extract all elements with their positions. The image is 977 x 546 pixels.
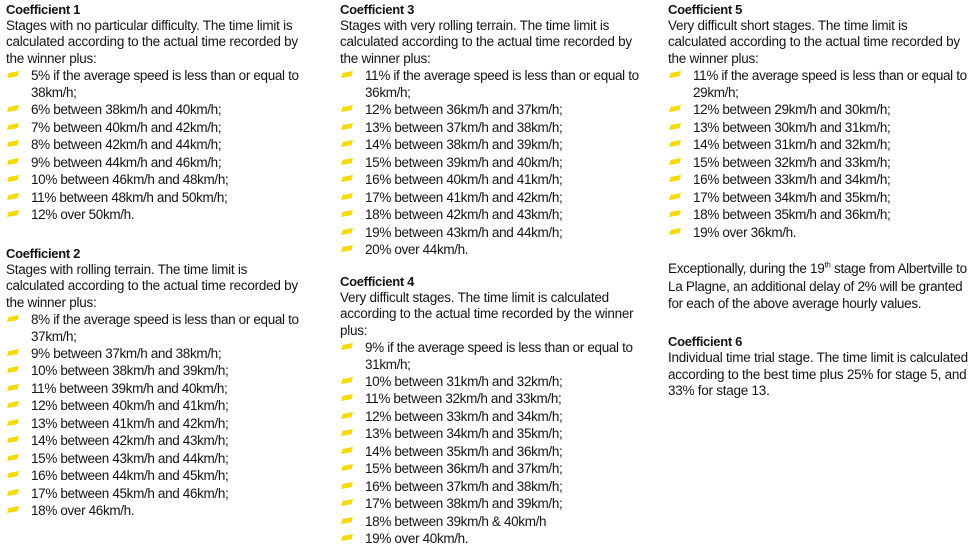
coefficient-5-intro: Very difficult short stages. The time limit is calculated according to the actual time recorded by the winner plus: (668, 18, 960, 66)
yellow-slanted-bullet-icon (341, 123, 353, 130)
list-item-text: 14% between 35km/h and 36km/h; (365, 443, 563, 459)
yellow-slanted-bullet-icon (7, 315, 19, 322)
coefficient-5-heading: Coefficient 5 (668, 2, 743, 17)
list-item (340, 206, 640, 224)
yellow-slanted-bullet-icon (669, 210, 681, 217)
coefficient-6-section (668, 334, 968, 399)
list-item (340, 408, 640, 426)
coefficient-2-heading: Coefficient 2 (6, 245, 81, 261)
list-item-text: 19% between 43km/h and 44km/h; (365, 224, 563, 240)
yellow-slanted-bullet-icon (341, 193, 353, 200)
yellow-slanted-bullet-icon (7, 140, 19, 147)
coefficient-4-intro: Very difficult stages. The time limit is calculated according to the actual time recorded by the winner plus: (340, 289, 634, 338)
list-item (340, 136, 640, 154)
list-item-text: 11% between 48km/h and 50km/h; (31, 189, 228, 205)
list-item (340, 373, 640, 391)
list-item-text: 13% between 37km/h and 38km/h; (365, 119, 563, 135)
list-item (6, 415, 306, 433)
yellow-slanted-bullet-icon (7, 123, 19, 130)
coefficient-3-section (340, 2, 640, 259)
list-item-text: 6% between 38km/h and 40km/h; (31, 102, 222, 118)
yellow-slanted-bullet-icon (669, 158, 681, 165)
list-item-text: 9% if the average speed is less than or equal to 31km/h; (365, 339, 633, 372)
yellow-slanted-bullet-icon (7, 71, 19, 78)
list-item (340, 390, 640, 408)
list-item (340, 339, 640, 373)
list-item (6, 154, 306, 172)
list-item (6, 345, 306, 363)
list-item-text: 11% between 32km/h and 33km/h; (365, 391, 562, 407)
yellow-slanted-bullet-icon (7, 471, 19, 478)
list-item-text: 18% between 39km/h & 40km/h (365, 513, 547, 529)
yellow-slanted-bullet-icon (669, 71, 681, 78)
list-item (340, 478, 640, 496)
list-item (6, 397, 306, 415)
list-item-text: 12% between 36km/h and 37km/h; (365, 102, 563, 118)
column-left (6, 2, 306, 520)
list-item (340, 460, 640, 478)
column-right (668, 2, 968, 399)
list-item-text: 12% between 40km/h and 41km/h; (31, 398, 229, 414)
list-item (6, 485, 306, 503)
list-item-text: 13% between 34km/h and 35km/h; (365, 426, 563, 442)
column-middle (340, 2, 640, 546)
coefficient-5-section (668, 2, 968, 241)
list-item-text: 8% between 42km/h and 44km/h; (31, 137, 222, 153)
list-item-text: 11% between 39km/h and 40km/h; (31, 380, 228, 396)
yellow-slanted-bullet-icon (341, 175, 353, 182)
yellow-slanted-bullet-icon (341, 534, 353, 541)
yellow-slanted-bullet-icon (7, 193, 19, 200)
exception-note (668, 260, 968, 312)
list-item (6, 450, 306, 468)
yellow-slanted-bullet-icon (341, 140, 353, 147)
list-item-text: 10% between 31km/h and 32km/h; (365, 373, 563, 389)
yellow-slanted-bullet-icon (7, 384, 19, 391)
yellow-slanted-bullet-icon (7, 401, 19, 408)
list-item-text: 18% between 42km/h and 43km/h; (365, 207, 563, 223)
yellow-slanted-bullet-icon (669, 105, 681, 112)
list-item-text: 12% between 29km/h and 30km/h; (693, 102, 891, 118)
exception-note-superscript: th (824, 260, 831, 270)
yellow-slanted-bullet-icon (7, 436, 19, 443)
list-item-text: 11% if the average speed is less than or equal to 29km/h; (693, 68, 967, 101)
list-item-text: 15% between 36km/h and 37km/h; (365, 461, 563, 477)
list-item (340, 67, 640, 101)
list-item (6, 362, 306, 380)
yellow-slanted-bullet-icon (341, 447, 353, 454)
list-item-text: 18% over 46km/h. (31, 503, 135, 519)
exception-note-end: stage from Albertville to La Plagne, an additional delay of 2% will be granted for each of the above average hourly values. (668, 261, 967, 311)
list-item (668, 224, 968, 242)
coefficient-3-intro: Stages with very rolling terrain. The time limit is calculated according to the actual time recorded by the winner plus: (340, 18, 632, 66)
coefficient-4-list (340, 339, 640, 546)
list-item (6, 136, 306, 154)
list-item-text: 14% between 38km/h and 39km/h; (365, 137, 563, 153)
yellow-slanted-bullet-icon (341, 228, 353, 235)
yellow-slanted-bullet-icon (341, 245, 353, 252)
coefficient-2-section (6, 246, 306, 520)
yellow-slanted-bullet-icon (7, 454, 19, 461)
yellow-slanted-bullet-icon (341, 429, 353, 436)
list-item-text: 15% between 43km/h and 44km/h; (31, 450, 229, 466)
list-item (6, 467, 306, 485)
yellow-slanted-bullet-icon (7, 210, 19, 217)
coefficient-4-section (340, 274, 640, 546)
coefficient-3-list (340, 67, 640, 259)
list-item-text: 7% between 40km/h and 42km/h; (31, 119, 222, 135)
list-item-text: 16% between 44km/h and 45km/h; (31, 468, 229, 484)
yellow-slanted-bullet-icon (341, 158, 353, 165)
list-item (340, 189, 640, 207)
list-item-text: 12% between 33km/h and 34km/h; (365, 408, 563, 424)
yellow-slanted-bullet-icon (341, 105, 353, 112)
list-item (668, 119, 968, 137)
list-item-text: 19% over 40km/h. (365, 531, 469, 546)
yellow-slanted-bullet-icon (341, 517, 353, 524)
coefficient-1-heading: Coefficient 1 (6, 2, 81, 17)
list-item-text: 17% between 34km/h and 35km/h; (693, 189, 891, 205)
list-item-text: 17% between 41km/h and 42km/h; (365, 189, 563, 205)
list-item-text: 14% between 31km/h and 32km/h; (693, 137, 891, 153)
yellow-slanted-bullet-icon (7, 349, 19, 356)
coefficient-5-list (668, 67, 968, 241)
yellow-slanted-bullet-icon (341, 499, 353, 506)
yellow-slanted-bullet-icon (7, 366, 19, 373)
coefficient-1-section (6, 2, 306, 224)
list-item-text: 16% between 33km/h and 34km/h; (693, 172, 891, 188)
list-item (6, 101, 306, 119)
list-item-text: 17% between 38km/h and 39km/h; (365, 496, 563, 512)
list-item (668, 67, 968, 101)
yellow-slanted-bullet-icon (669, 175, 681, 182)
list-item (340, 530, 640, 546)
list-item (6, 311, 306, 345)
list-item-text: 17% between 45km/h and 46km/h; (31, 485, 229, 501)
list-item-text: 14% between 42km/h and 43km/h; (31, 433, 229, 449)
yellow-slanted-bullet-icon (669, 123, 681, 130)
yellow-slanted-bullet-icon (669, 140, 681, 147)
list-item-text: 16% between 40km/h and 41km/h; (365, 172, 563, 188)
coefficient-4-heading: Coefficient 4 (340, 273, 415, 289)
list-item-text: 11% if the average speed is less than or equal to 36km/h; (365, 68, 639, 101)
list-item-text: 5% if the average speed is less than or equal to 38km/h; (31, 68, 299, 101)
list-item-text: 16% between 37km/h and 38km/h; (365, 478, 563, 494)
list-item (6, 171, 306, 189)
list-item (668, 101, 968, 119)
list-item (668, 154, 968, 172)
coefficient-6-intro: Individual time trial stage. The time limit is calculated according to the best time plus 25% for stage 5, and 33% for stage 13. (668, 350, 968, 398)
list-item (668, 136, 968, 154)
list-item-text: 15% between 32km/h and 33km/h; (693, 154, 891, 170)
yellow-slanted-bullet-icon (341, 482, 353, 489)
list-item (6, 206, 306, 224)
exception-note-start: Exceptionally, during the 19 (668, 261, 825, 277)
yellow-slanted-bullet-icon (7, 419, 19, 426)
list-item-text: 12% over 50km/h. (31, 207, 135, 223)
list-item-text: 8% if the average speed is less than or equal to 37km/h; (31, 311, 299, 344)
yellow-slanted-bullet-icon (341, 394, 353, 401)
list-item (340, 154, 640, 172)
list-item-text: 18% between 35km/h and 36km/h; (693, 207, 891, 223)
list-item-text: 20% over 44km/h. (365, 242, 469, 258)
list-item (6, 502, 306, 520)
coefficient-1-list (6, 67, 306, 224)
list-item (340, 171, 640, 189)
coefficient-6-heading: Coefficient 6 (668, 334, 743, 350)
list-item (668, 206, 968, 224)
list-item (340, 119, 640, 137)
yellow-slanted-bullet-icon (7, 158, 19, 165)
yellow-slanted-bullet-icon (7, 506, 19, 513)
list-item (6, 67, 306, 101)
yellow-slanted-bullet-icon (7, 105, 19, 112)
list-item-text: 13% between 41km/h and 42km/h; (31, 415, 229, 431)
list-item (6, 380, 306, 398)
list-item-text: 19% over 36km/h. (693, 224, 797, 240)
yellow-slanted-bullet-icon (341, 210, 353, 217)
list-item (6, 189, 306, 207)
list-item (340, 241, 640, 259)
list-item (668, 189, 968, 207)
yellow-slanted-bullet-icon (7, 175, 19, 182)
yellow-slanted-bullet-icon (341, 71, 353, 78)
list-item (340, 101, 640, 119)
yellow-slanted-bullet-icon (669, 228, 681, 235)
coefficient-3-heading: Coefficient 3 (340, 2, 415, 17)
yellow-slanted-bullet-icon (341, 412, 353, 419)
coefficient-2-intro: Stages with rolling terrain. The time limit is calculated according to the actual time recorded by the winner plus: (6, 261, 298, 310)
yellow-slanted-bullet-icon (341, 464, 353, 471)
coefficient-1-intro: Stages with no particular difficulty. The time limit is calculated according to the actual time recorded by the winner plus: (6, 18, 298, 66)
list-item (340, 224, 640, 242)
list-item-text: 10% between 38km/h and 39km/h; (31, 363, 229, 379)
yellow-slanted-bullet-icon (341, 377, 353, 384)
yellow-slanted-bullet-icon (669, 193, 681, 200)
list-item (6, 432, 306, 450)
list-item-text: 10% between 46km/h and 48km/h; (31, 172, 229, 188)
list-item-text: 9% between 44km/h and 46km/h; (31, 154, 222, 170)
list-item (340, 513, 640, 531)
list-item (6, 119, 306, 137)
list-item-text: 9% between 37km/h and 38km/h; (31, 345, 222, 361)
list-item (340, 495, 640, 513)
list-item (668, 171, 968, 189)
yellow-slanted-bullet-icon (7, 489, 19, 496)
list-item-text: 13% between 30km/h and 31km/h; (693, 119, 891, 135)
list-item (340, 425, 640, 443)
coefficient-2-list (6, 311, 306, 520)
list-item-text: 15% between 39km/h and 40km/h; (365, 154, 563, 170)
list-item (340, 443, 640, 461)
yellow-slanted-bullet-icon (341, 343, 353, 350)
